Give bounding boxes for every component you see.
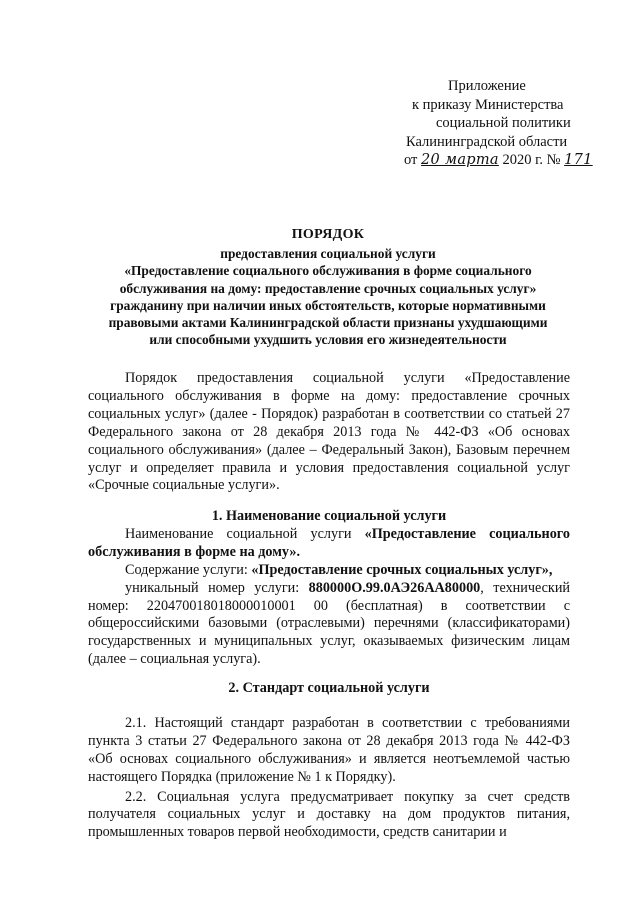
clause-2-2: 2.2. Социальная услуга предусматривает покупку за счет средств получателя социальных услуг и доставку на дом продуктов питания, промышленных товаров первой необходимости, средств санитарии и xyxy=(88,788,570,841)
section-2-heading: 2. Стандарт социальной услуги xyxy=(228,680,430,696)
approval-line-2: к приказу Министерства xyxy=(412,96,564,113)
service-content-value: «Предоставление срочных социальных услуг», xyxy=(251,561,553,578)
section-1 xyxy=(88,508,570,669)
section-1-heading: 1. Наименование социальной услуги xyxy=(211,508,447,524)
date-year: 2020 г. № xyxy=(502,152,561,168)
service-content-paragraph xyxy=(88,562,570,580)
unique-number-prefix: уникальный номер услуги: xyxy=(125,579,309,596)
technical-number-line: номер: 220470018018000010001 00 (бесплатная) в соответствии с xyxy=(88,597,570,614)
clause-2-1: 2.1. Настоящий стандарт разработан в соответствии с требованиями пункта 3 статьи 27 Федерального закона от 28 декабря 2013 года № 442-ФЗ «Об основах социального обслуживания» и является неотъемлемой частью настоящего Порядка (приложение № 1 к Порядку). xyxy=(88,714,570,785)
approval-date-line xyxy=(380,151,620,170)
title-line-1: предоставления социальной услуги xyxy=(220,246,436,262)
approval-block xyxy=(380,77,620,170)
service-name-value: «Предоставление социального обслуживания в форме на дому». xyxy=(88,525,570,560)
approval-line-4: Калининградской области xyxy=(406,133,568,150)
classifier-paragraph: общероссийскими базовыми (отраслевыми) перечнями (классификаторами) государственных и муниципальных услуг, оказываемых физическим лицам (далее – социальная услуга). xyxy=(88,615,570,668)
title-main: ПОРЯДОК xyxy=(291,227,365,242)
date-prefix: от xyxy=(404,152,418,168)
unique-number-value: 880000О.99.0АЭ26АА80000 xyxy=(308,579,481,596)
handwritten-order-number: 171 xyxy=(564,152,593,168)
service-name-prefix: Наименование социальной услуги xyxy=(125,525,365,542)
title-line-5: правовыми актами Калининградской области признаны ухудшающими xyxy=(108,315,548,331)
title-line-6: или способными ухудшить условия его жизнедеятельности xyxy=(149,332,507,348)
service-name-paragraph xyxy=(88,526,570,562)
unique-number-line xyxy=(88,580,570,598)
handwritten-date: 20 марта xyxy=(421,152,499,168)
title-line-4: гражданину при наличии иных обстоятельств, которые нормативными xyxy=(110,297,546,313)
service-content-prefix: Содержание услуги: xyxy=(125,561,252,578)
approval-line-1: Приложение xyxy=(448,78,526,94)
approval-line-3: социальной политики xyxy=(436,115,571,131)
unique-number-suffix: , технический xyxy=(480,579,571,596)
title-line-2: «Предоставление социального обслуживания в форме социального xyxy=(124,263,532,279)
document-title xyxy=(88,226,568,348)
section-2 xyxy=(88,680,570,842)
intro-paragraph: Порядок предоставления социальной услуги «Предоставление социального обслуживания в форме на дому: предоставление срочных социальных услуг» (далее - Порядок) разработан в соответствии со статьей 27 Федерального закона от 28 декабря 2013 года № 442-ФЗ «Об основах социального обслуживания» (далее – Федеральный Закон), Базовым перечнем услуг и определяет правила и условия предоставления социальной услуг «Срочные социальные услуги». xyxy=(88,370,570,494)
title-line-3: обслуживания на дому: предоставление срочных социальных услуг» xyxy=(119,280,537,296)
